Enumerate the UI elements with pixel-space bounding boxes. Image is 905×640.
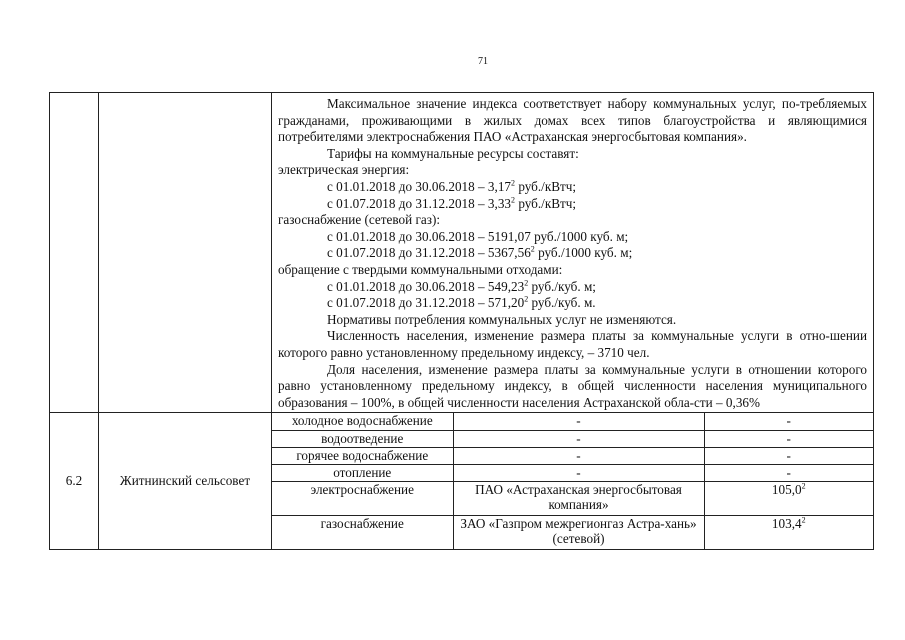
provider-name: ЗАО «Газпром межрегионгаз Астра-хань» (сетевой) xyxy=(453,515,704,549)
index-value: - xyxy=(704,464,873,481)
index-value: - xyxy=(704,430,873,447)
municipality-cell-empty xyxy=(99,93,272,413)
heading-electric-energy: электрическая энергия: xyxy=(278,162,410,178)
tariff-waste-h1: с 01.01.2018 до 30.06.2018 – 549,23$^2$ руб./куб. м; xyxy=(327,278,596,294)
service-row xyxy=(272,481,873,515)
index-value: - xyxy=(704,413,873,430)
continuation-row xyxy=(50,93,874,413)
section-row xyxy=(50,413,874,550)
paragraph-max-index: Максимальное значение индекса соответствует набору коммунальных услуг, по-требляемых гражданами, проживающими в жилых домах всех типов благоустройства и являющимися потребителями электроснабжения ПАО «Астраханская энергосбытовая компания». xyxy=(278,96,867,145)
heading-solid-waste: обращение с твердыми коммунальными отходами: xyxy=(278,261,563,277)
services-cell xyxy=(272,413,874,550)
service-row xyxy=(272,430,873,447)
page-number: 71 xyxy=(478,56,488,67)
service-row xyxy=(272,464,873,481)
municipality-name: Житнинский сельсовет xyxy=(99,413,272,550)
service-row xyxy=(272,413,873,430)
provider-name: ПАО «Астраханская энергосбытовая компания» xyxy=(453,481,704,515)
heading-gas-supply: газоснабжение (сетевой газ): xyxy=(278,212,441,228)
provider-name: - xyxy=(453,464,704,481)
index-value: 103,4$^2$ xyxy=(704,515,873,549)
tariff-electric-h1: с 01.01.2018 до 30.06.2018 – 3,17$^2$ руб./кВтч; xyxy=(327,178,577,194)
service-row xyxy=(272,447,873,464)
provider-name: - xyxy=(453,413,704,430)
services-table xyxy=(272,413,873,549)
tariff-table xyxy=(49,92,874,550)
service-name: электроснабжение xyxy=(272,481,453,515)
paragraph-tariffs-intro: Тарифы на коммунальные ресурсы составят: xyxy=(327,145,579,161)
paragraph-population-share: Доля населения, изменение размера платы за коммунальные услуги в отношении которого равно установленному предельному индексу, в общей численности населения муниципального образования – 100%, в общей численности населения Астраханской обла-сти – 0,36% xyxy=(278,361,867,410)
service-name: горячее водоснабжение xyxy=(272,447,453,464)
paragraph-norms: Нормативы потребления коммунальных услуг не изменяются. xyxy=(327,311,677,327)
tariff-gas-h2: с 01.07.2018 до 31.12.2018 – 5367,56$^2$ руб./1000 куб. м; xyxy=(327,244,633,261)
index-value: - xyxy=(704,447,873,464)
index-value: 105,0$^2$ xyxy=(704,481,873,515)
section-number: 6.2 xyxy=(50,413,99,550)
service-name: водоотведение xyxy=(272,430,453,447)
tariff-gas-h1: с 01.01.2018 до 30.06.2018 – 5191,07 руб./1000 куб. м; xyxy=(327,228,629,244)
service-name: отопление xyxy=(272,464,453,481)
service-name: газоснабжение xyxy=(272,515,453,549)
tariff-electric-h2: с 01.07.2018 до 31.12.2018 – 3,33$^2$ руб./кВтч; xyxy=(327,195,577,211)
tariff-waste-h2: с 01.07.2018 до 31.12.2018 – 571,20$^2$ руб./куб. м. xyxy=(327,294,596,311)
service-name: холодное водоснабжение xyxy=(272,413,453,430)
paragraph-population: Численность населения, изменение размера платы за коммунальные услуги в отно-шении которого равно установленному предельному индексу, – 3710 чел. xyxy=(278,328,867,360)
row-number-cell-empty xyxy=(50,93,99,413)
continuation-text-cell xyxy=(272,93,874,413)
provider-name: - xyxy=(453,430,704,447)
provider-name: - xyxy=(453,447,704,464)
service-row xyxy=(272,515,873,549)
